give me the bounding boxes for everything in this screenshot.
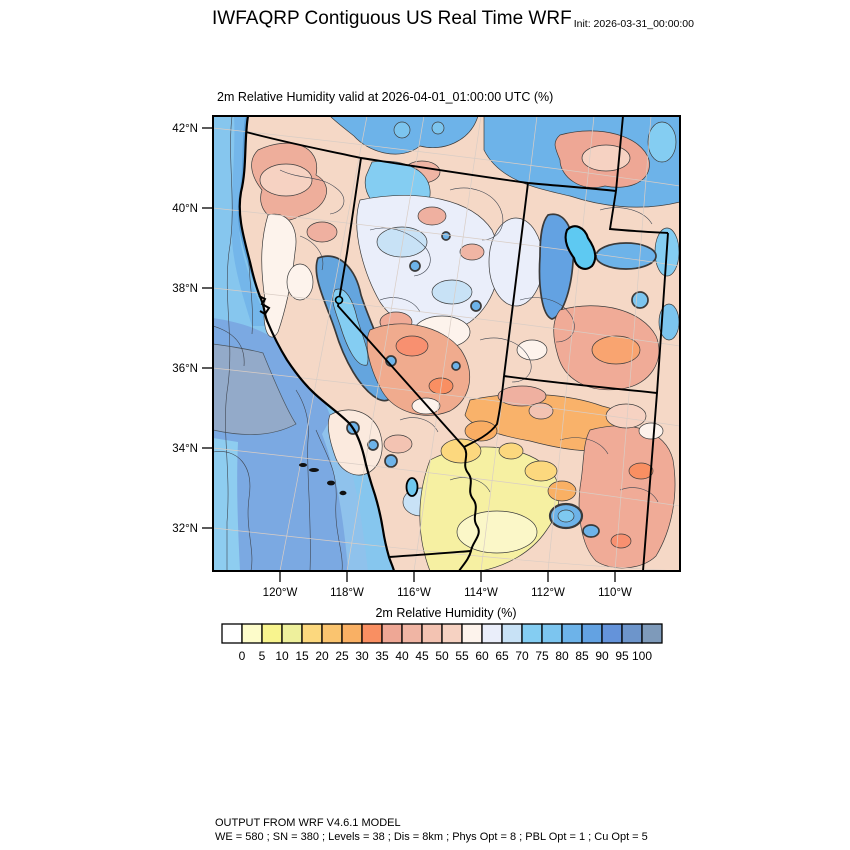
colorbar-swatch <box>602 624 622 643</box>
colorbar-tick: 70 <box>515 649 529 663</box>
lon-label: 120°W <box>262 587 298 599</box>
colorbar-swatch <box>462 624 482 643</box>
colorbar-tick: 10 <box>275 649 289 663</box>
colorbar-swatch <box>582 624 602 643</box>
lat-label: 42°N <box>172 123 198 135</box>
colorbar-tick: 95 <box>615 649 629 663</box>
colorbar-swatch <box>642 624 662 643</box>
plot-subtitle: 2m Relative Humidity valid at 2026-04-01_01:00:00 UTC (%) <box>217 90 554 104</box>
colorbar-tick: 5 <box>258 649 266 663</box>
colorbar-swatch <box>302 624 322 643</box>
colorbar-swatch <box>562 624 582 643</box>
colorbar-tick: 85 <box>575 649 589 663</box>
colorbar-swatch <box>242 624 262 643</box>
lat-label: 34°N <box>172 443 198 455</box>
colorbar-tick: 35 <box>375 649 389 663</box>
colorbar-tick: 20 <box>315 649 329 663</box>
colorbar-swatch <box>542 624 562 643</box>
lon-label: 114°W <box>464 587 498 599</box>
latitude-axis-labels <box>172 123 198 535</box>
longitude-axis-labels <box>263 587 632 599</box>
footer-config-line: WE = 580 ; SN = 380 ; Levels = 38 ; Dis = 8km ; Phys Opt = 8 ; PBL Opt = 1 ; Cu Opt = 5 <box>215 831 648 843</box>
colorbar-swatch <box>442 624 462 643</box>
colorbar-swatch <box>522 624 542 643</box>
colorbar-swatch <box>282 624 302 643</box>
colorbar-tick: 75 <box>535 649 549 663</box>
footer-model-line: OUTPUT FROM WRF V4.6.1 MODEL <box>215 817 401 829</box>
colorbar-tick: 25 <box>335 649 349 663</box>
colorbar-tick: 45 <box>415 649 429 663</box>
salton-sea <box>407 478 418 496</box>
colorbar-tick-labels <box>239 649 653 663</box>
lon-label: 116°W <box>397 587 431 599</box>
colorbar-swatch <box>322 624 342 643</box>
colorbar <box>222 624 662 643</box>
lon-label: 110°W <box>598 587 632 599</box>
colorbar-swatch <box>362 624 382 643</box>
lat-label: 40°N <box>172 203 198 215</box>
colorbar-title: 2m Relative Humidity (%) <box>375 606 517 620</box>
colorbar-swatch <box>622 624 642 643</box>
colorbar-tick: 30 <box>355 649 369 663</box>
colorbar-swatch <box>422 624 442 643</box>
lat-label: 32°N <box>172 523 198 535</box>
colorbar-tick: 55 <box>455 649 469 663</box>
map-plot-area <box>213 116 680 571</box>
page-title <box>212 8 694 30</box>
lat-label: 38°N <box>172 283 198 295</box>
lon-label: 112°W <box>531 587 565 599</box>
colorbar-swatch <box>482 624 502 643</box>
title-init-timestamp: Init: 2026-03-31_00:00:00 <box>573 18 694 30</box>
colorbar-tick: 65 <box>495 649 509 663</box>
colorbar-swatch <box>342 624 362 643</box>
colorbar-tick: 100 <box>631 649 653 663</box>
lon-label: 118°W <box>330 587 364 599</box>
colorbar-swatch <box>262 624 282 643</box>
lat-label: 36°N <box>172 363 198 375</box>
colorbar-tick: 50 <box>435 649 449 663</box>
colorbar-tick: 0 <box>238 649 246 663</box>
title-main: IWFAQRP Contiguous US Real Time WRF <box>212 8 572 29</box>
colorbar-tick: 40 <box>395 649 409 663</box>
lake-tahoe <box>336 297 343 304</box>
colorbar-tick: 90 <box>595 649 609 663</box>
colorbar-tick: 60 <box>475 649 489 663</box>
colorbar-tick: 80 <box>555 649 569 663</box>
colorbar-swatch <box>222 624 242 643</box>
colorbar-swatch <box>502 624 522 643</box>
colorbar-swatch <box>382 624 402 643</box>
colorbar-swatch <box>402 624 422 643</box>
colorbar-tick: 15 <box>295 649 309 663</box>
